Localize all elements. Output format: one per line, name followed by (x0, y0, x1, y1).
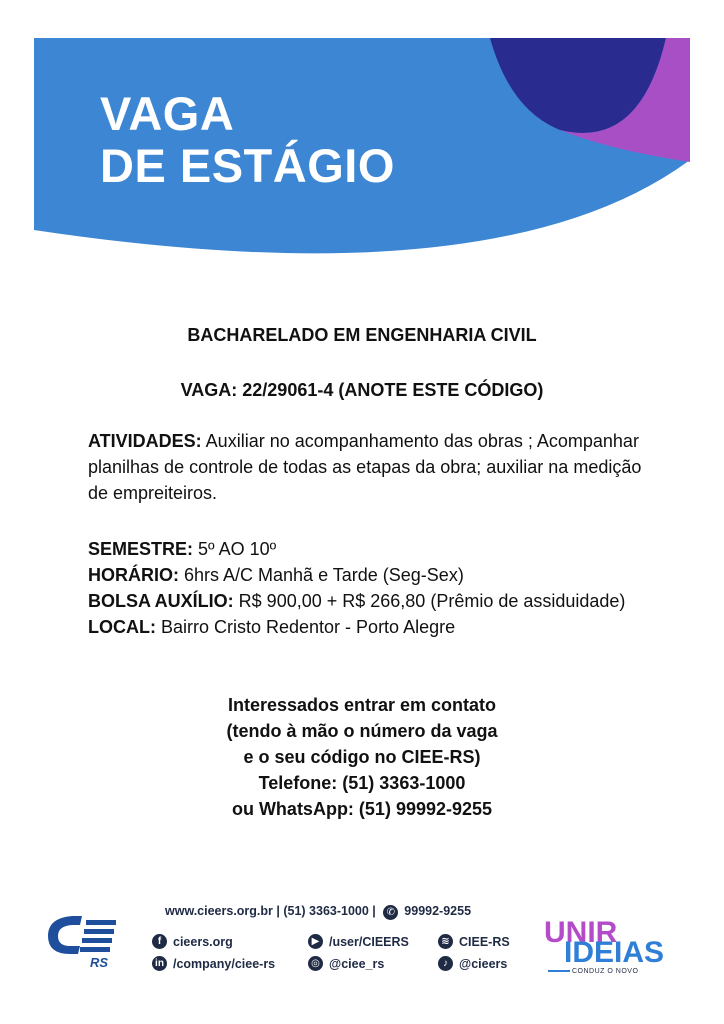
bolsa-value: R$ 900,00 + R$ 266,80 (Prêmio de assiduidade) (233, 591, 626, 611)
semestre-row (88, 536, 648, 562)
footer-site-phone: www.cieers.org.br | (51) 3363-1000 | (165, 904, 376, 918)
linkedin-link[interactable] (152, 956, 275, 971)
vaga-code: VAGA: 22/29061-4 (ANOTE ESTE CÓDIGO) (180, 380, 544, 400)
spotify-text: CIEE-RS (459, 934, 510, 949)
svg-text:RS: RS (90, 955, 109, 970)
facebook-icon: f (152, 934, 167, 949)
ideias-logo-text: IDEIAS (564, 936, 665, 969)
course-title: BACHARELADO EM ENGENHARIA CIVIL (187, 325, 537, 345)
semestre-label: SEMESTRE: (88, 539, 194, 559)
footer-whatsapp: 99992-9255 (404, 904, 472, 918)
youtube-link[interactable] (308, 934, 409, 949)
details-section (88, 536, 648, 640)
facebook-link[interactable] (152, 934, 233, 949)
whatsapp-icon: ✆ (383, 905, 398, 920)
semestre-value: 5º AO 10º (193, 539, 277, 559)
banner-title-line1: VAGA (100, 87, 235, 140)
horario-value: 6hrs A/C Manhã e Tarde (Seg-Sex) (179, 565, 464, 585)
unir-logo-text: UNIR (544, 916, 618, 949)
activities-text: Auxiliar no acompanhamento das obras ; Acompanhar planilhas de controle de todas as etapas da obra; auxiliar na medição de empreiteiros. (88, 431, 642, 503)
tiktok-icon: ♪ (438, 956, 453, 971)
instagram-text: @ciee_rs (329, 956, 385, 971)
spotify-link[interactable] (438, 934, 510, 949)
activities-section (88, 428, 648, 506)
unir-logo-tagline: CONDUZ O NOVO (572, 968, 639, 975)
tiktok-text: @cieers (459, 956, 508, 971)
ciee-logo (44, 912, 120, 970)
spotify-icon: ≋ (438, 934, 453, 949)
contact-phone: Telefone: (51) 3363-1000 (258, 773, 466, 793)
banner-title-line2: DE ESTÁGIO (100, 139, 395, 192)
bolsa-label: BOLSA AUXÍLIO: (88, 591, 234, 611)
footer (0, 890, 724, 990)
contact-line3: e o seu código no CIEE-RS) (243, 747, 481, 767)
contact-whatsapp: ou WhatsApp: (51) 99992-9255 (231, 799, 493, 819)
tiktok-link[interactable] (438, 956, 507, 971)
linkedin-text: /company/ciee-rs (173, 956, 276, 971)
instagram-icon: ◎ (308, 956, 323, 971)
banner-title (100, 88, 395, 192)
contact-line2: (tendo à mão o número da vaga (226, 721, 498, 741)
unir-ideias-logo (544, 916, 684, 976)
horario-row (88, 562, 648, 588)
local-label: LOCAL: (88, 617, 156, 637)
local-row (88, 614, 648, 640)
youtube-icon: ▶ (308, 934, 323, 949)
contact-section (0, 692, 724, 822)
header-banner (0, 0, 724, 300)
linkedin-icon: in (152, 956, 167, 971)
contact-line1: Interessados entrar em contato (227, 695, 497, 715)
bolsa-row (88, 588, 648, 614)
facebook-text: cieers.org (173, 934, 233, 949)
activities-label: ATIVIDADES: (88, 431, 202, 451)
youtube-text: /user/CIEERS (329, 934, 409, 949)
instagram-link[interactable] (308, 956, 384, 971)
unir-logo-underline (548, 970, 570, 972)
local-value: Bairro Cristo Redentor - Porto Alegre (155, 617, 456, 637)
horario-label: HORÁRIO: (88, 565, 179, 585)
footer-contact-line (165, 904, 471, 920)
